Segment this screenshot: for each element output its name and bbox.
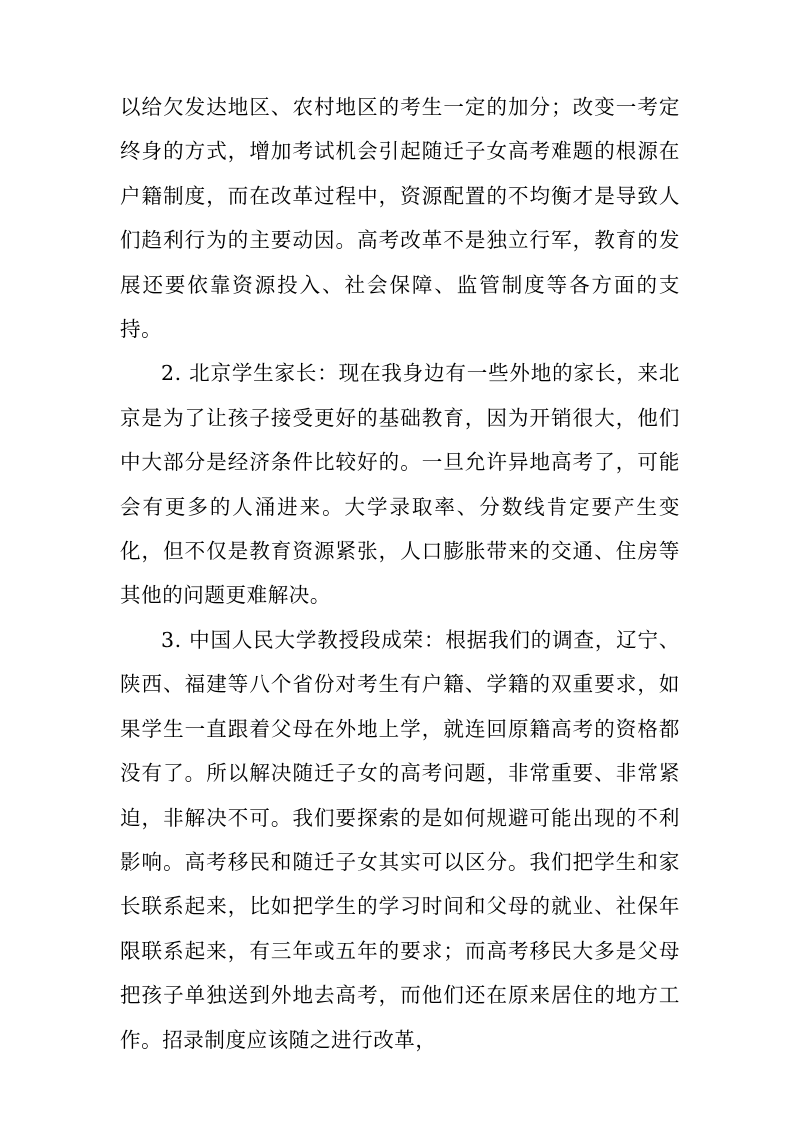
paragraph-beijing-parent: 2. 北京学生家长：现在我身边有一些外地的家长，来北京是为了让孩子接受更好的基础教育，因为开销很大，他们中大部分是经济条件比较好的。一旦允许异地高考了，可能会有更多的人涌进来。大学录取率、分数线肯定要产生变化，但不仅是教育资源紧张，人口膨胀带来的交通、住房等其他的问题更难解决。 [120,361,680,608]
paragraph-continuation: 以给欠发达地区、农村地区的考生一定的加分；改变一考定终身的方式，增加考试机会引起随迁子女高考难题的根源在户籍制度，而在改革过程中，资源配置的不均衡才是导致人们趋利行为的主要动因。高考改革不是独立行军，教育的发展还要依靠资源投入、社会保障、监管制度等各方面的支持。 [120,95,680,342]
body-text [120,85,680,1062]
paragraph-professor-duan: 3. 中国人民大学教授段成荣：根据我们的调查，辽宁、陕西、福建等八个省份对考生有户籍、学籍的双重要求，如果学生一直跟着父母在外地上学，就连回原籍高考的资格都没有了。所以解决随迁子女的高考问题，非常重要、非常紧迫，非解决不可。我们要探索的是如何规避可能出现的不利影响。高考移民和随迁子女其实可以区分。我们把学生和家长联系起来，比如把学生的学习时间和父母的就业、社保年限联系起来，有三年或五年的要求；而高考移民大多是父母把孩子单独送到外地去高考，而他们还在原来居住的地方工作。招录制度应该随之进行改革， [120,627,680,1052]
